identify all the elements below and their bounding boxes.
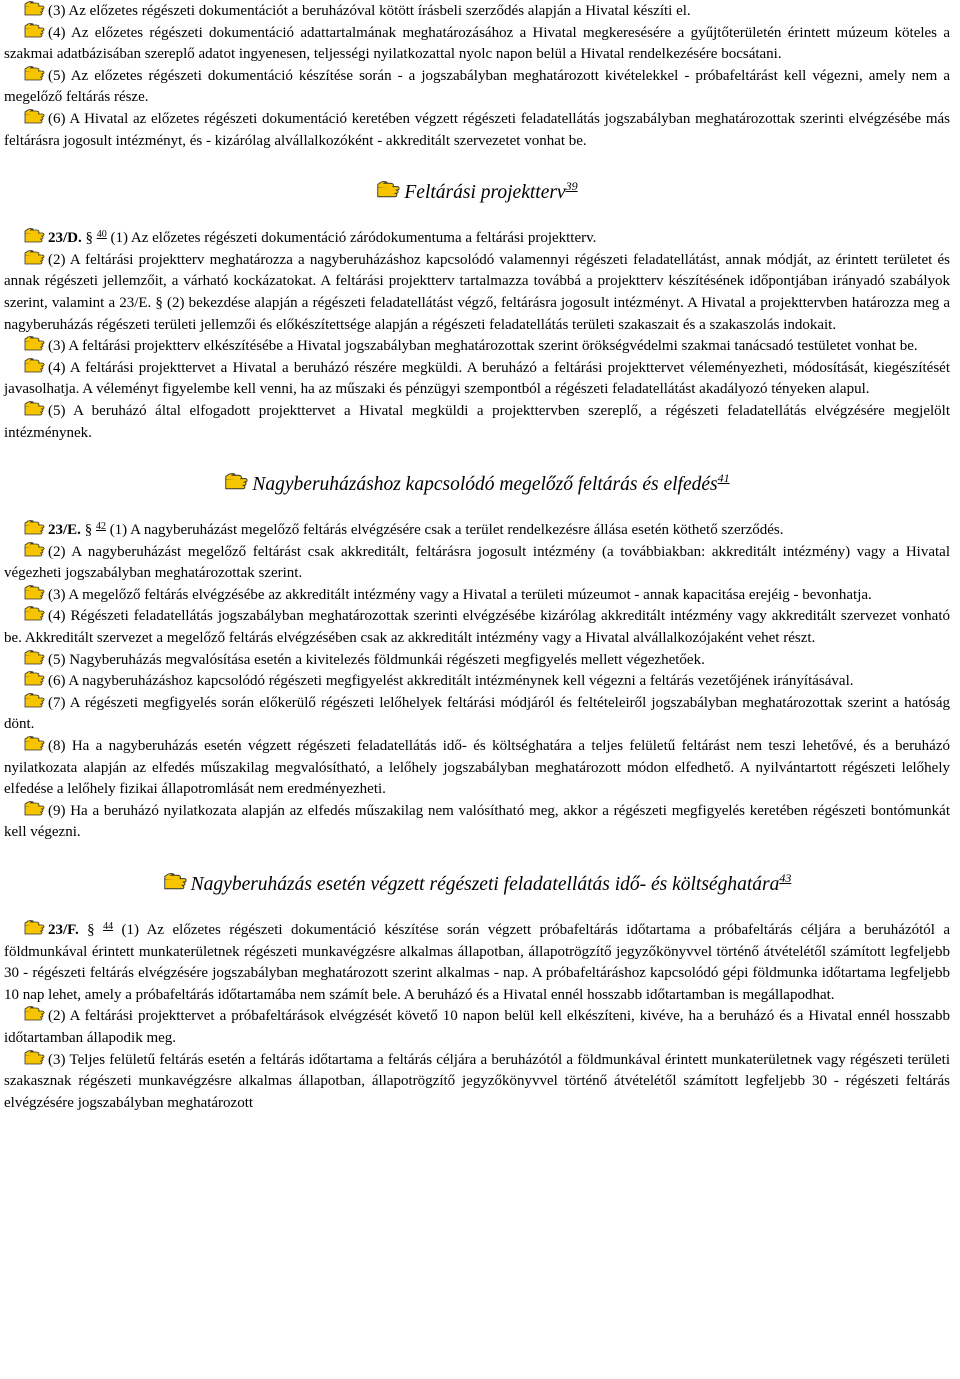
paragraph: (2) A feltárási projekttervet a próbafeltárások elvégzését követő 10 napon belül kell elkészíteni, kivéve, ha a beruházó és a Hivatal ennél hosszabb időtartamban állapodik meg. — [4, 1008, 950, 1046]
pointing-hand-icon — [24, 736, 46, 752]
pointing-hand-icon — [24, 1, 46, 17]
section-first-paragraph: 23/E. § $^{42}$ (1) A nagyberuházást megelőző feltárás elvégzésére csak a terület rendelkezésre állása esetén köthető szerződés. — [4, 516, 950, 542]
paragraph: (3) Teljes felületű feltárás esetén a feltárás időtartama a feltárás céljára a beruházótól a földmunkával érintett munkaterületnek vagy régészeti területi szakasznak régészeti munkavégzésre alkalmas állapotban, állapotrögzítő jegyzőkönyvvel történő átvételétől számított legfeljebb 30 - régészeti feltárás elvégzésére jogszabályban meghatározott — [4, 1051, 950, 1111]
pointing-hand-icon — [24, 336, 46, 352]
paragraph: (4) Régészeti feladatellátás jogszabályban meghatározottak szerinti elvégzésébe kizárólag akkreditált intézmény vagy akkreditált szervezet vonható be. Akkreditált szervezet a megelőző feltárás elvégzésében csak az akkreditált intézmény vagy a Hivatal alvállalkozójaként vehet részt. — [4, 608, 950, 647]
pointing-hand-icon — [24, 801, 46, 817]
pointing-hand-icon — [224, 473, 250, 491]
pointing-hand-icon — [24, 606, 46, 622]
footnote-link[interactable]: 41 — [717, 471, 730, 486]
paragraph: (9) Ha a beruházó nyilatkozata alapján az elfedés műszakilag nem valósítható meg, akkor a régészeti megfigyelés keretében régészeti bontómunkát kell végezni. — [4, 802, 950, 841]
section-sign: § — [87, 922, 95, 938]
pointing-hand-icon — [376, 181, 402, 199]
pointing-hand-icon — [24, 228, 46, 244]
paragraph: (6) A nagyberuházáshoz kapcsolódó régészeti megfigyelést akkreditált intézménynek kell végezni a feltárás vezetőjének irányításával. — [4, 671, 950, 693]
pointing-hand-icon — [24, 66, 46, 82]
paragraph: (5) A beruházó által elfogadott projekttervet a Hivatal megküldi a projekttervben szereplő, a régészeti feladatellátás elvégzésére megjelölt intézménynek. — [4, 402, 950, 441]
footnote-link[interactable]: 42 — [95, 521, 106, 533]
footnote-link[interactable]: 43 — [779, 871, 792, 885]
heading-title: Nagyberuházás esetén végzett régészeti feladatellátás idő- és költséghatára — [190, 874, 780, 895]
section-heading — [4, 465, 950, 498]
paragraph: (2) A nagyberuházást megelőző feltárást csak akkreditált, feltárásra jogosult intézmény (a továbbiakban: akkreditált intézmény) vagy a Hivatal végezheti jogszabályban meghatározottak szerint. — [4, 543, 950, 582]
paragraph: (8) Ha a nagyberuházás esetén végzett régészeti feladatellátás idő- és költséghatára a teljes felületű feltárást nem teszi lehetővé, és a beruházó nyilatkozata alapján az elfedés műszakilag megvalósítható, a lelőhely jogszabályban meghatározott módon elfedhető. A nyilvántartott régészeti lelőhely elfedése a lelőhely fizikai állapotromlását nem eredményezheti. — [4, 738, 950, 798]
footnote-link[interactable]: 39 — [565, 179, 578, 194]
pointing-hand-icon — [24, 250, 46, 266]
section-first-paragraph: 23/F. § $^{44}$ (1) Az előzetes régészeti dokumentáció készítése során végzett próbafeltárás időtartama a próbafeltárás céljára a beruházótól a földmunkával érintett munkaterületnek régészeti munkavégzésre alkalmas állapotban, állapotrögzítő jegyzőkönyvvel történő átvételétől számított legfeljebb 30 - régészeti feltárás elvégzésére jogszabályban meghatározott szerint alkalmas - nap. A próbafeltáráshoz kapcsolódó gépi földmunka időtartama legfeljebb 10 nap lehet, amely a próbafeltárás időtartamába nem számít bele. A beruházó és a Hivatal ennél hosszabb időtartamban is megállapodhat. — [4, 921, 951, 1003]
paragraph: (3) A feltárási projektterv elkészítésébe a Hivatal jogszabályban meghatározottak szerint örökségvédelmi szakmai tanácsadó testületet vonhat be. — [4, 336, 950, 358]
pointing-hand-icon — [24, 542, 46, 558]
paragraph: (3) A megelőző feltárás elvégzésébe az akkreditált intézmény vagy a Hivatal a területi múzeumot - annak kapacitása erejéig - bevonhatja. — [4, 585, 950, 607]
paragraph: (7) A régészeti megfigyelés során előkerülő régészeti lelőhelyek feltárási módjáról és feltételeiről jogszabályban meghatározottak szerint a hatóság dönt. — [4, 694, 950, 733]
pointing-hand-icon — [24, 401, 46, 417]
pointing-hand-icon — [24, 520, 46, 536]
section-first-paragraph: 23/D. § $^{40}$ (1) Az előzetes régészeti dokumentáció záródokumentuma a feltárási projektterv. — [4, 224, 950, 250]
pointing-hand-icon — [24, 23, 46, 39]
pointing-hand-icon — [24, 920, 46, 936]
pointing-hand-icon — [24, 671, 46, 687]
pointing-hand-icon — [24, 1006, 46, 1022]
pointing-hand-icon — [24, 693, 46, 709]
heading-title: Feltárási projektterv — [404, 182, 566, 204]
section-sign: § — [85, 230, 93, 247]
paragraph: (5) Az előzetes régészeti dokumentáció készítése során - a jogszabályban meghatározott kivételekkel - próbafeltárást kell végezni, amely nem a megelőző feltárás része. — [4, 67, 950, 106]
footnote-link[interactable]: 44 — [103, 921, 114, 932]
pointing-hand-icon — [163, 873, 189, 891]
paragraph: (2) A feltárási projektterv meghatározza a nagyberuházáshoz kapcsolódó valamennyi régészeti feladatellátást, annak módját, az érintett területet és annak régészeti jellemzőit, a várható kockázatokat. A feltárási projektterv tartalmazza továbbá a projektterv készítésének időpontjában irányadó szabályok szerint, valamint a 23/E. § (2) bekezdése alapján a régészeti feladatellátást végző, feltárásra jogosult intézményt. A Hivatal a projekttervben határozza meg a nagyberuházás régészeti területi jellemzői és előkészítettsége alapján a régészeti feladatellátás területi szakaszait és a szakaszolás indokait. — [4, 251, 950, 333]
pointing-hand-icon — [24, 1050, 46, 1066]
pointing-hand-icon — [24, 650, 46, 666]
paragraph: (4) Az előzetes régészeti dokumentáció adattartalmának meghatározásához a Hivatal megkeresésére a gyűjtőterületén érintett múzeum köteles a szakmai adatbázisában szereplő adatot ingyenesen, teljességi nyilatkozattal nyolc napon belül a Hivatal rendelkezésére bocsátani. — [4, 24, 950, 63]
section-heading — [4, 865, 950, 898]
paragraph: (6) A Hivatal az előzetes régészeti dokumentáció keretében végzett régészeti feladatellátás jogszabályban meghatározottak szerinti elvégzésébe más feltárásra jogosult intézményt, és - kizárólag alvállalkozóként - akkreditált szervezetet vonhat be. — [4, 110, 950, 149]
section-heading — [4, 173, 950, 206]
pointing-hand-icon — [24, 358, 46, 374]
footnote-link[interactable]: 40 — [96, 229, 107, 241]
paragraph: (4) A feltárási projekttervet a Hivatal a beruházó részére megküldi. A beruházó a feltárási projekttervet véleményezheti, módosítását, kiegészítését javasolhatja. A véleményt figyelembe kell venni, ha az műszaki és pénzügyi szempontból a régészeti feladatellátást akadályozó tényeken alapul. — [4, 359, 950, 398]
section-sign: § — [84, 522, 93, 539]
pointing-hand-icon — [24, 585, 46, 601]
section-number: 23/E. — [48, 522, 81, 539]
paragraph: (5) Nagyberuházás megvalósítása esetén a kivitelezés földmunkái régészeti megfigyelés mellett végezhetőek. — [4, 650, 950, 672]
section-number: 23/D. — [48, 230, 82, 247]
heading-title: Nagyberuházáshoz kapcsolódó megelőző feltárás és elfedés — [252, 474, 718, 496]
pointing-hand-icon — [24, 109, 46, 125]
paragraph: (3) Az előzetes régészeti dokumentációt a beruházóval kötött írásbeli szerződés alapján a Hivatal készíti el. — [4, 1, 950, 23]
section-number: 23/F. — [48, 922, 79, 938]
